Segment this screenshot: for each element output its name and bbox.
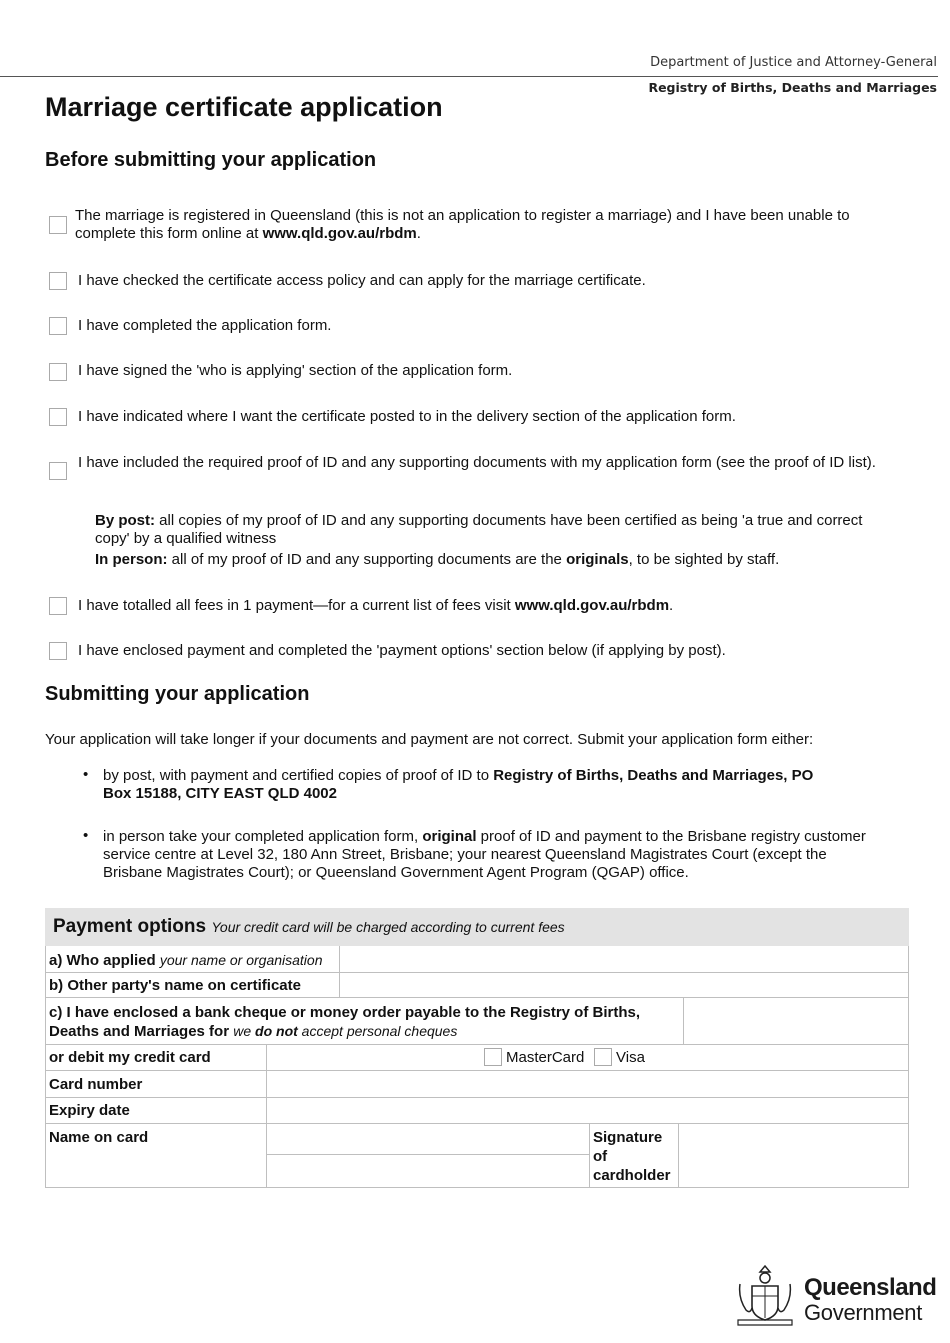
payment-options-title: Payment options (53, 916, 207, 937)
checkbox-totalled-fees[interactable] (49, 597, 67, 615)
visa-label: Visa (616, 1049, 645, 1066)
bullet-icon: • (83, 827, 89, 844)
checkbox-delivery[interactable] (49, 408, 67, 426)
card-number-label: Card number (49, 1076, 143, 1093)
logo-government: Government (804, 1300, 923, 1325)
item-access-policy: I have checked the certificate access policy and can apply for the marriage certificate. (78, 272, 646, 289)
expiry-date-label: Expiry date (49, 1102, 130, 1119)
checkbox-completed-form[interactable] (49, 317, 67, 335)
signature-label: Signature of cardholder (593, 1129, 671, 1184)
checkbox-enclosed-payment[interactable] (49, 642, 67, 660)
who-applied-label: a) Who applied your name or organisation (49, 952, 323, 969)
submit-in-person: in person take your completed application form, original proof of ID and payment to the Brisbane registry customer service centre at Level 32, 180 Ann Street, Brisbane; your nearest Queensland Magistrates Court (except the Brisbane Magistrates Court); or Queensland Government Agent Program (QGAP) office. (103, 828, 866, 881)
payment-options-table (45, 908, 909, 1188)
submitting-intro: Your application will take longer if your documents and payment are not correct. Submit your application form either: (45, 731, 814, 748)
page-title: Marriage certificate application (45, 92, 443, 122)
before-heading: Before submitting your application (45, 149, 377, 171)
name-on-card-field[interactable] (267, 1124, 589, 1154)
card-number-field[interactable] (267, 1071, 908, 1097)
item-registered-qld: The marriage is registered in Queensland (this is not an application to register a marriage) and I have been unable to complete this form online at www.qld.gov.au/rbdm. (75, 207, 850, 242)
submit-by-post: by post, with payment and certified copies of proof of ID to Registry of Births, Deaths and Marriages, PO Box 15188, CITY EAST QLD 4002 (103, 767, 814, 802)
registry-name: Registry of Births, Deaths and Marriages (648, 80, 937, 95)
mastercard-checkbox[interactable] (484, 1048, 502, 1066)
checkbox-signed[interactable] (49, 363, 67, 381)
item-signed: I have signed the 'who is applying' section of the application form. (78, 362, 513, 379)
cheque-label: c) I have enclosed a bank cheque or money order payable to the Registry of Births, Deaths and Marriages for we do not accept personal cheques (49, 1004, 640, 1040)
cheque-amount-field[interactable] (684, 998, 908, 1044)
coat-of-arms-icon (734, 1262, 796, 1328)
rbdm-link[interactable]: www.qld.gov.au/rbdm (262, 225, 417, 242)
other-party-field[interactable] (340, 973, 908, 997)
debit-card-label: or debit my credit card (49, 1049, 211, 1066)
item-totalled-fees: I have totalled all fees in 1 payment—for a current list of fees visit www.qld.gov.au/rbdm. (78, 597, 674, 614)
checkbox-access-policy[interactable] (49, 272, 67, 290)
visa-checkbox[interactable] (594, 1048, 612, 1066)
name-on-card-field-2[interactable] (267, 1155, 589, 1187)
payment-options-header (45, 908, 909, 946)
in-person-note: In person: all of my proof of ID and any supporting documents are the originals, to be sighted by staff. (95, 551, 780, 568)
by-post-note: By post: all copies of my proof of ID and any supporting documents have been certified as being 'a true and correct copy' by a qualified witness (95, 512, 863, 547)
queensland-government-logo (734, 1262, 937, 1328)
logo-queensland: Queensland (804, 1274, 937, 1301)
who-applied-field[interactable] (340, 947, 908, 972)
expiry-date-field[interactable] (267, 1098, 908, 1123)
name-on-card-label: Name on card (49, 1129, 149, 1146)
submitting-heading: Submitting your application (45, 683, 310, 705)
fees-link[interactable]: www.qld.gov.au/rbdm (514, 597, 670, 614)
payment-options-subtitle: Your credit card will be charged according to current fees (211, 919, 565, 935)
item-delivery: I have indicated where I want the certificate posted to in the delivery section of the application form. (78, 408, 736, 425)
other-party-label: b) Other party's name on certificate (49, 977, 301, 994)
signature-field[interactable] (679, 1124, 908, 1187)
department-name: Department of Justice and Attorney-General (650, 55, 937, 70)
mastercard-label: MasterCard (506, 1049, 585, 1066)
checkbox-proof-of-id[interactable] (49, 462, 67, 480)
item-completed-form: I have completed the application form. (78, 317, 332, 334)
checkbox-registered-qld[interactable] (49, 216, 67, 234)
header-rule (0, 76, 938, 77)
item-enclosed-payment: I have enclosed payment and completed the 'payment options' section below (if applying by post). (78, 642, 726, 659)
bullet-icon: • (83, 766, 89, 783)
item-proof-of-id: I have included the required proof of ID and any supporting documents with my application form (see the proof of ID list). (78, 454, 876, 471)
